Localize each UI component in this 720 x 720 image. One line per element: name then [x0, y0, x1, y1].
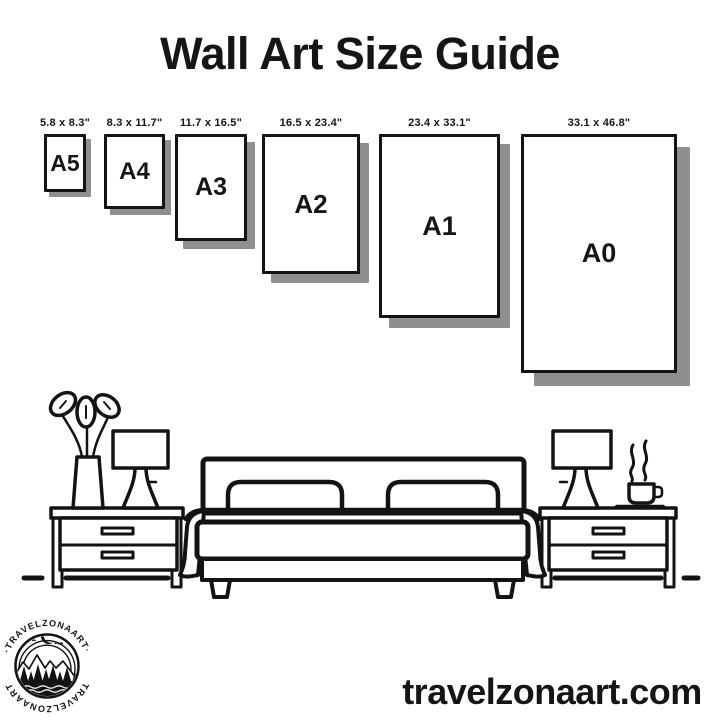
- pillow-right: [388, 482, 498, 512]
- size-card-a2: [262, 117, 360, 274]
- size-card-a4: [104, 117, 165, 209]
- size-letter-a5: A5: [50, 149, 80, 176]
- bed-foot-right: [495, 580, 514, 597]
- size-letter-a1: A1: [422, 210, 457, 241]
- bed-foot-left: [211, 580, 230, 597]
- size-dimensions-a5: 5.8 x 8.3": [39, 117, 91, 129]
- size-card-a3: [175, 117, 247, 241]
- nightstand-right: [540, 508, 676, 587]
- table-lamp-right: [553, 431, 611, 508]
- size-frame-a4: [104, 134, 165, 209]
- website-url: travelzonaart.com: [402, 671, 702, 712]
- double-bed: [180, 459, 545, 597]
- logo-text-bottom: TRAVELZONAART: [3, 681, 91, 715]
- size-letter-a0: A0: [581, 238, 617, 268]
- brand-logo: [0, 616, 97, 716]
- size-letter-a4: A4: [119, 157, 150, 185]
- size-dimensions-a4: 8.3 x 11.7": [106, 117, 163, 129]
- mattress: [197, 522, 528, 559]
- nightstand-left: [51, 508, 183, 587]
- pillow-left: [228, 482, 342, 512]
- size-letter-a3: A3: [195, 173, 227, 201]
- size-dimensions-a2: 16.5 x 23.4": [279, 117, 343, 129]
- logo-text-top: ·TRAVELZONAART·: [1, 617, 93, 655]
- size-card-a5: [39, 117, 91, 192]
- steam-icon: [631, 445, 634, 481]
- size-dimensions-a0: 33.1 x 46.8": [567, 117, 631, 129]
- bed-base: [202, 559, 523, 580]
- size-card-a1: [379, 117, 500, 318]
- table-lamp-left: [113, 431, 168, 508]
- size-dimensions-a3: 11.7 x 16.5": [179, 117, 243, 129]
- bedroom-illustration: [0, 385, 720, 600]
- size-letter-a2: A2: [294, 188, 328, 219]
- size-frame-a2: [262, 134, 360, 274]
- steam-icon: [644, 441, 647, 480]
- size-frame-a1: [379, 134, 500, 318]
- size-card-a0: [521, 117, 677, 373]
- size-frame-a0: [521, 134, 677, 373]
- coffee-cup: [617, 441, 663, 507]
- size-dimensions-a1: 23.4 x 33.1": [408, 117, 471, 129]
- page-title: Wall Art Size Guide: [160, 28, 560, 79]
- size-frame-a5: [44, 134, 86, 192]
- size-frame-a3: [175, 134, 247, 241]
